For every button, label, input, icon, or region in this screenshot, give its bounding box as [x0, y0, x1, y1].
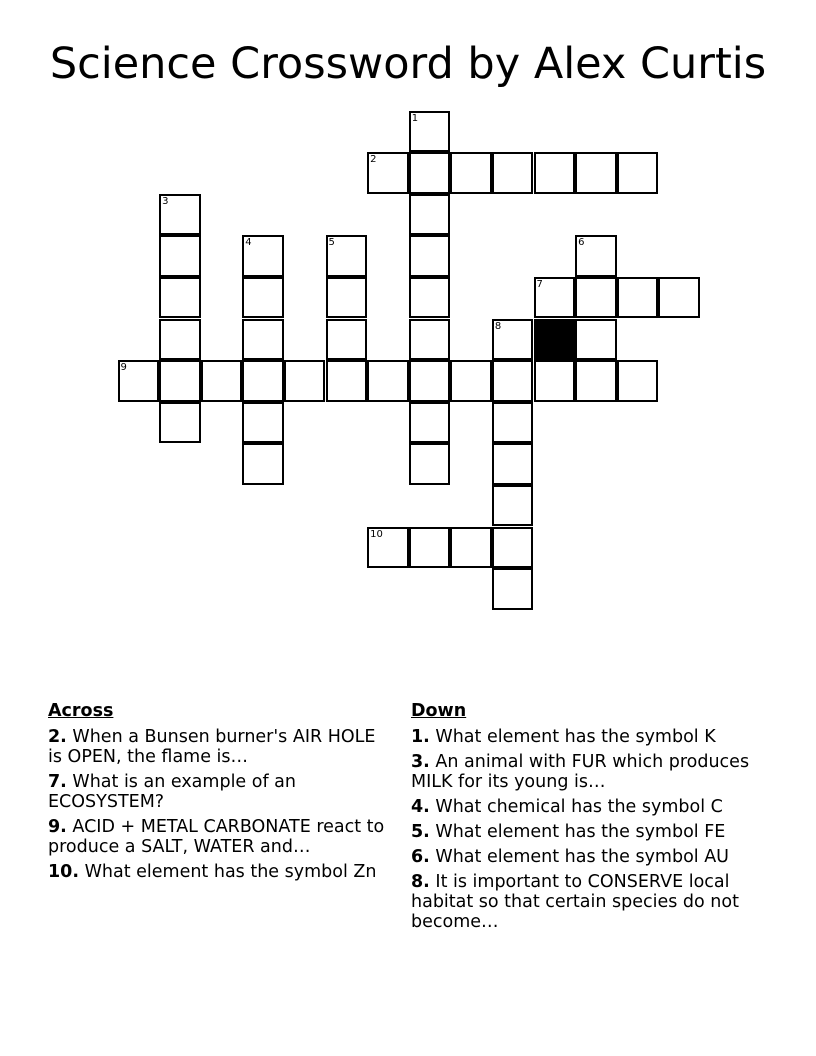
- clue-text: What element has the symbol Zn: [84, 862, 377, 882]
- clue-number: 9.: [48, 817, 67, 837]
- crossword-cell[interactable]: [575, 360, 617, 402]
- clue-number: 5.: [411, 822, 430, 842]
- cell-number: 2: [370, 154, 377, 166]
- crossword-cell[interactable]: [575, 319, 617, 361]
- across-clue-2: [48, 727, 393, 767]
- crossword-cell[interactable]: [409, 235, 451, 277]
- crossword-cell[interactable]: [159, 319, 201, 361]
- crossword-cell[interactable]: [409, 194, 451, 236]
- clue-text: An animal with FUR which produces MILK for its young is…: [411, 752, 750, 792]
- crossword-cell[interactable]: [492, 568, 534, 610]
- across-clues: [48, 701, 393, 887]
- down-clues: [411, 701, 771, 937]
- cell-number: 9: [120, 362, 127, 374]
- crossword-cell[interactable]: [409, 443, 451, 485]
- crossword-cell[interactable]: [159, 194, 201, 236]
- clue-text: When a Bunsen burner's AIR HOLE is OPEN, the flame is…: [48, 727, 376, 767]
- crossword-cell[interactable]: [118, 360, 160, 402]
- cell-number: 5: [328, 237, 335, 249]
- clue-text: It is important to CONSERVE local habitat so that certain species do not become…: [411, 872, 739, 932]
- crossword-cell[interactable]: [450, 360, 492, 402]
- clue-number: 2.: [48, 727, 67, 747]
- crossword-cell[interactable]: [159, 235, 201, 277]
- crossword-cell[interactable]: [242, 277, 284, 319]
- crossword-cell[interactable]: [492, 485, 534, 527]
- crossword-cell[interactable]: [409, 319, 451, 361]
- crossword-cell[interactable]: [409, 277, 451, 319]
- crossword-cell[interactable]: [326, 319, 368, 361]
- down-heading: Down: [411, 701, 467, 721]
- down-clue-6: [411, 847, 771, 867]
- crossword-cell[interactable]: [534, 360, 576, 402]
- down-clue-1: [411, 727, 771, 747]
- cell-number: 1: [411, 112, 419, 124]
- crossword-cell[interactable]: [159, 402, 201, 444]
- crossword-cell[interactable]: [450, 527, 492, 569]
- cell-number: 10: [370, 528, 383, 540]
- crossword-cell[interactable]: [575, 152, 617, 194]
- cell-number: 8: [494, 320, 502, 332]
- crossword-cell[interactable]: [492, 319, 534, 361]
- across-clue-7: [48, 772, 393, 812]
- crossword-cell[interactable]: [242, 443, 284, 485]
- clue-text: ACID + METAL CARBONATE react to produce a SALT, WATER and…: [48, 817, 385, 857]
- down-clue-5: [411, 822, 771, 842]
- blocked-cell: [534, 319, 576, 361]
- cell-number: 7: [536, 278, 543, 290]
- crossword-cell[interactable]: [492, 527, 534, 569]
- clue-text: What element has the symbol K: [435, 727, 716, 747]
- clue-text: What is an example of an ECOSYSTEM?: [48, 772, 297, 812]
- across-clue-9: [48, 817, 393, 857]
- crossword-cell[interactable]: [367, 152, 409, 194]
- clue-text: What element has the symbol AU: [435, 847, 729, 867]
- down-clue-8: [411, 872, 771, 932]
- clue-number: 7.: [48, 772, 67, 792]
- crossword-cell[interactable]: [492, 443, 534, 485]
- crossword-cell[interactable]: [492, 152, 534, 194]
- clue-text: What element has the symbol FE: [435, 822, 726, 842]
- crossword-cell[interactable]: [326, 277, 368, 319]
- crossword-cell[interactable]: [617, 152, 659, 194]
- crossword-cell[interactable]: [617, 360, 659, 402]
- crossword-cell[interactable]: [534, 277, 576, 319]
- crossword-cell[interactable]: [326, 360, 368, 402]
- crossword-cell[interactable]: [242, 360, 284, 402]
- crossword-cell[interactable]: [492, 402, 534, 444]
- clue-text: What chemical has the symbol C: [435, 797, 723, 817]
- crossword-cell[interactable]: [409, 360, 451, 402]
- crossword-cell[interactable]: [409, 111, 451, 153]
- clue-number: 4.: [411, 797, 430, 817]
- crossword-cell[interactable]: [242, 402, 284, 444]
- crossword-cell[interactable]: [326, 235, 368, 277]
- crossword-cell[interactable]: [492, 360, 534, 402]
- clue-number: 10.: [48, 862, 80, 882]
- clue-number: 1.: [411, 727, 430, 747]
- across-heading: Across: [48, 701, 114, 721]
- crossword-cell[interactable]: [617, 277, 659, 319]
- crossword-cell[interactable]: [284, 360, 326, 402]
- crossword-cell[interactable]: [242, 319, 284, 361]
- clue-number: 3.: [411, 752, 430, 772]
- cell-number: 6: [578, 237, 585, 249]
- crossword-cell[interactable]: [367, 360, 409, 402]
- crossword-cell[interactable]: [450, 152, 492, 194]
- clue-number: 6.: [411, 847, 430, 867]
- crossword-cell[interactable]: [575, 235, 617, 277]
- crossword-cell[interactable]: [201, 360, 243, 402]
- crossword-cell[interactable]: [159, 360, 201, 402]
- crossword-cell[interactable]: [159, 277, 201, 319]
- cell-number: 3: [162, 195, 169, 207]
- down-clue-3: [411, 752, 771, 792]
- down-clue-4: [411, 797, 771, 817]
- crossword-cell[interactable]: [367, 527, 409, 569]
- crossword-cell[interactable]: [534, 152, 576, 194]
- crossword-cell[interactable]: [409, 527, 451, 569]
- across-clue-10: [48, 862, 393, 882]
- crossword-cell[interactable]: [409, 152, 451, 194]
- crossword-cell[interactable]: [658, 277, 700, 319]
- clue-number: 8.: [411, 872, 430, 892]
- crossword-cell[interactable]: [409, 402, 451, 444]
- page-title: Science Crossword by Alex Curtis: [49, 39, 767, 89]
- crossword-cell[interactable]: [242, 235, 284, 277]
- cell-number: 4: [245, 237, 252, 249]
- crossword-cell[interactable]: [575, 277, 617, 319]
